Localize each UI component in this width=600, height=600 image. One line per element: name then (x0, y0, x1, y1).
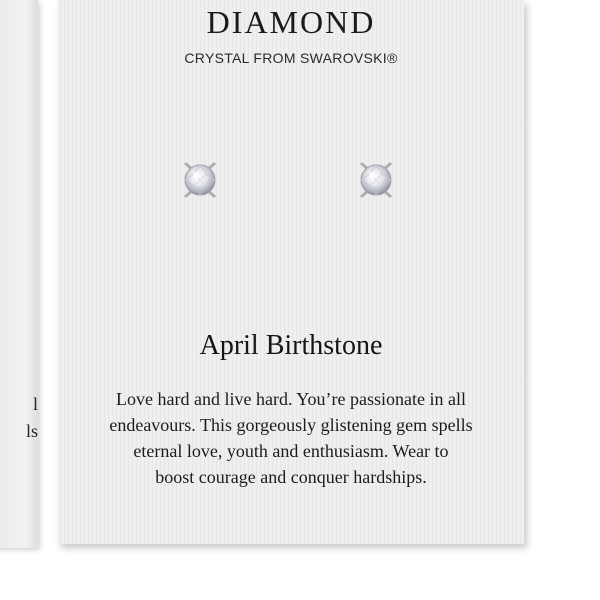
brand-title: DIAMOND (206, 4, 376, 40)
birthstone-description (58, 386, 524, 490)
background-card (0, 0, 38, 548)
background-card-text: l (32, 394, 38, 414)
birthstone-heading: April Birthstone (199, 330, 383, 361)
earring-card (58, 0, 524, 544)
description-line: eternal love, youth and enthusiasm. Wear to (133, 441, 449, 461)
brand-subtitle: CRYSTAL FROM SWAROVSKI® (184, 50, 398, 66)
description-line: endeavours. This gorgeously glistening gem spells (109, 415, 473, 435)
crystal-stud-icon (176, 156, 224, 204)
crystal-stud-icon (352, 156, 400, 204)
description-line: Love hard and live hard. You’re passionate in all (116, 389, 466, 409)
background-card-text: ls (25, 421, 38, 441)
description-line: boost courage and conquer hardships. (155, 467, 427, 487)
